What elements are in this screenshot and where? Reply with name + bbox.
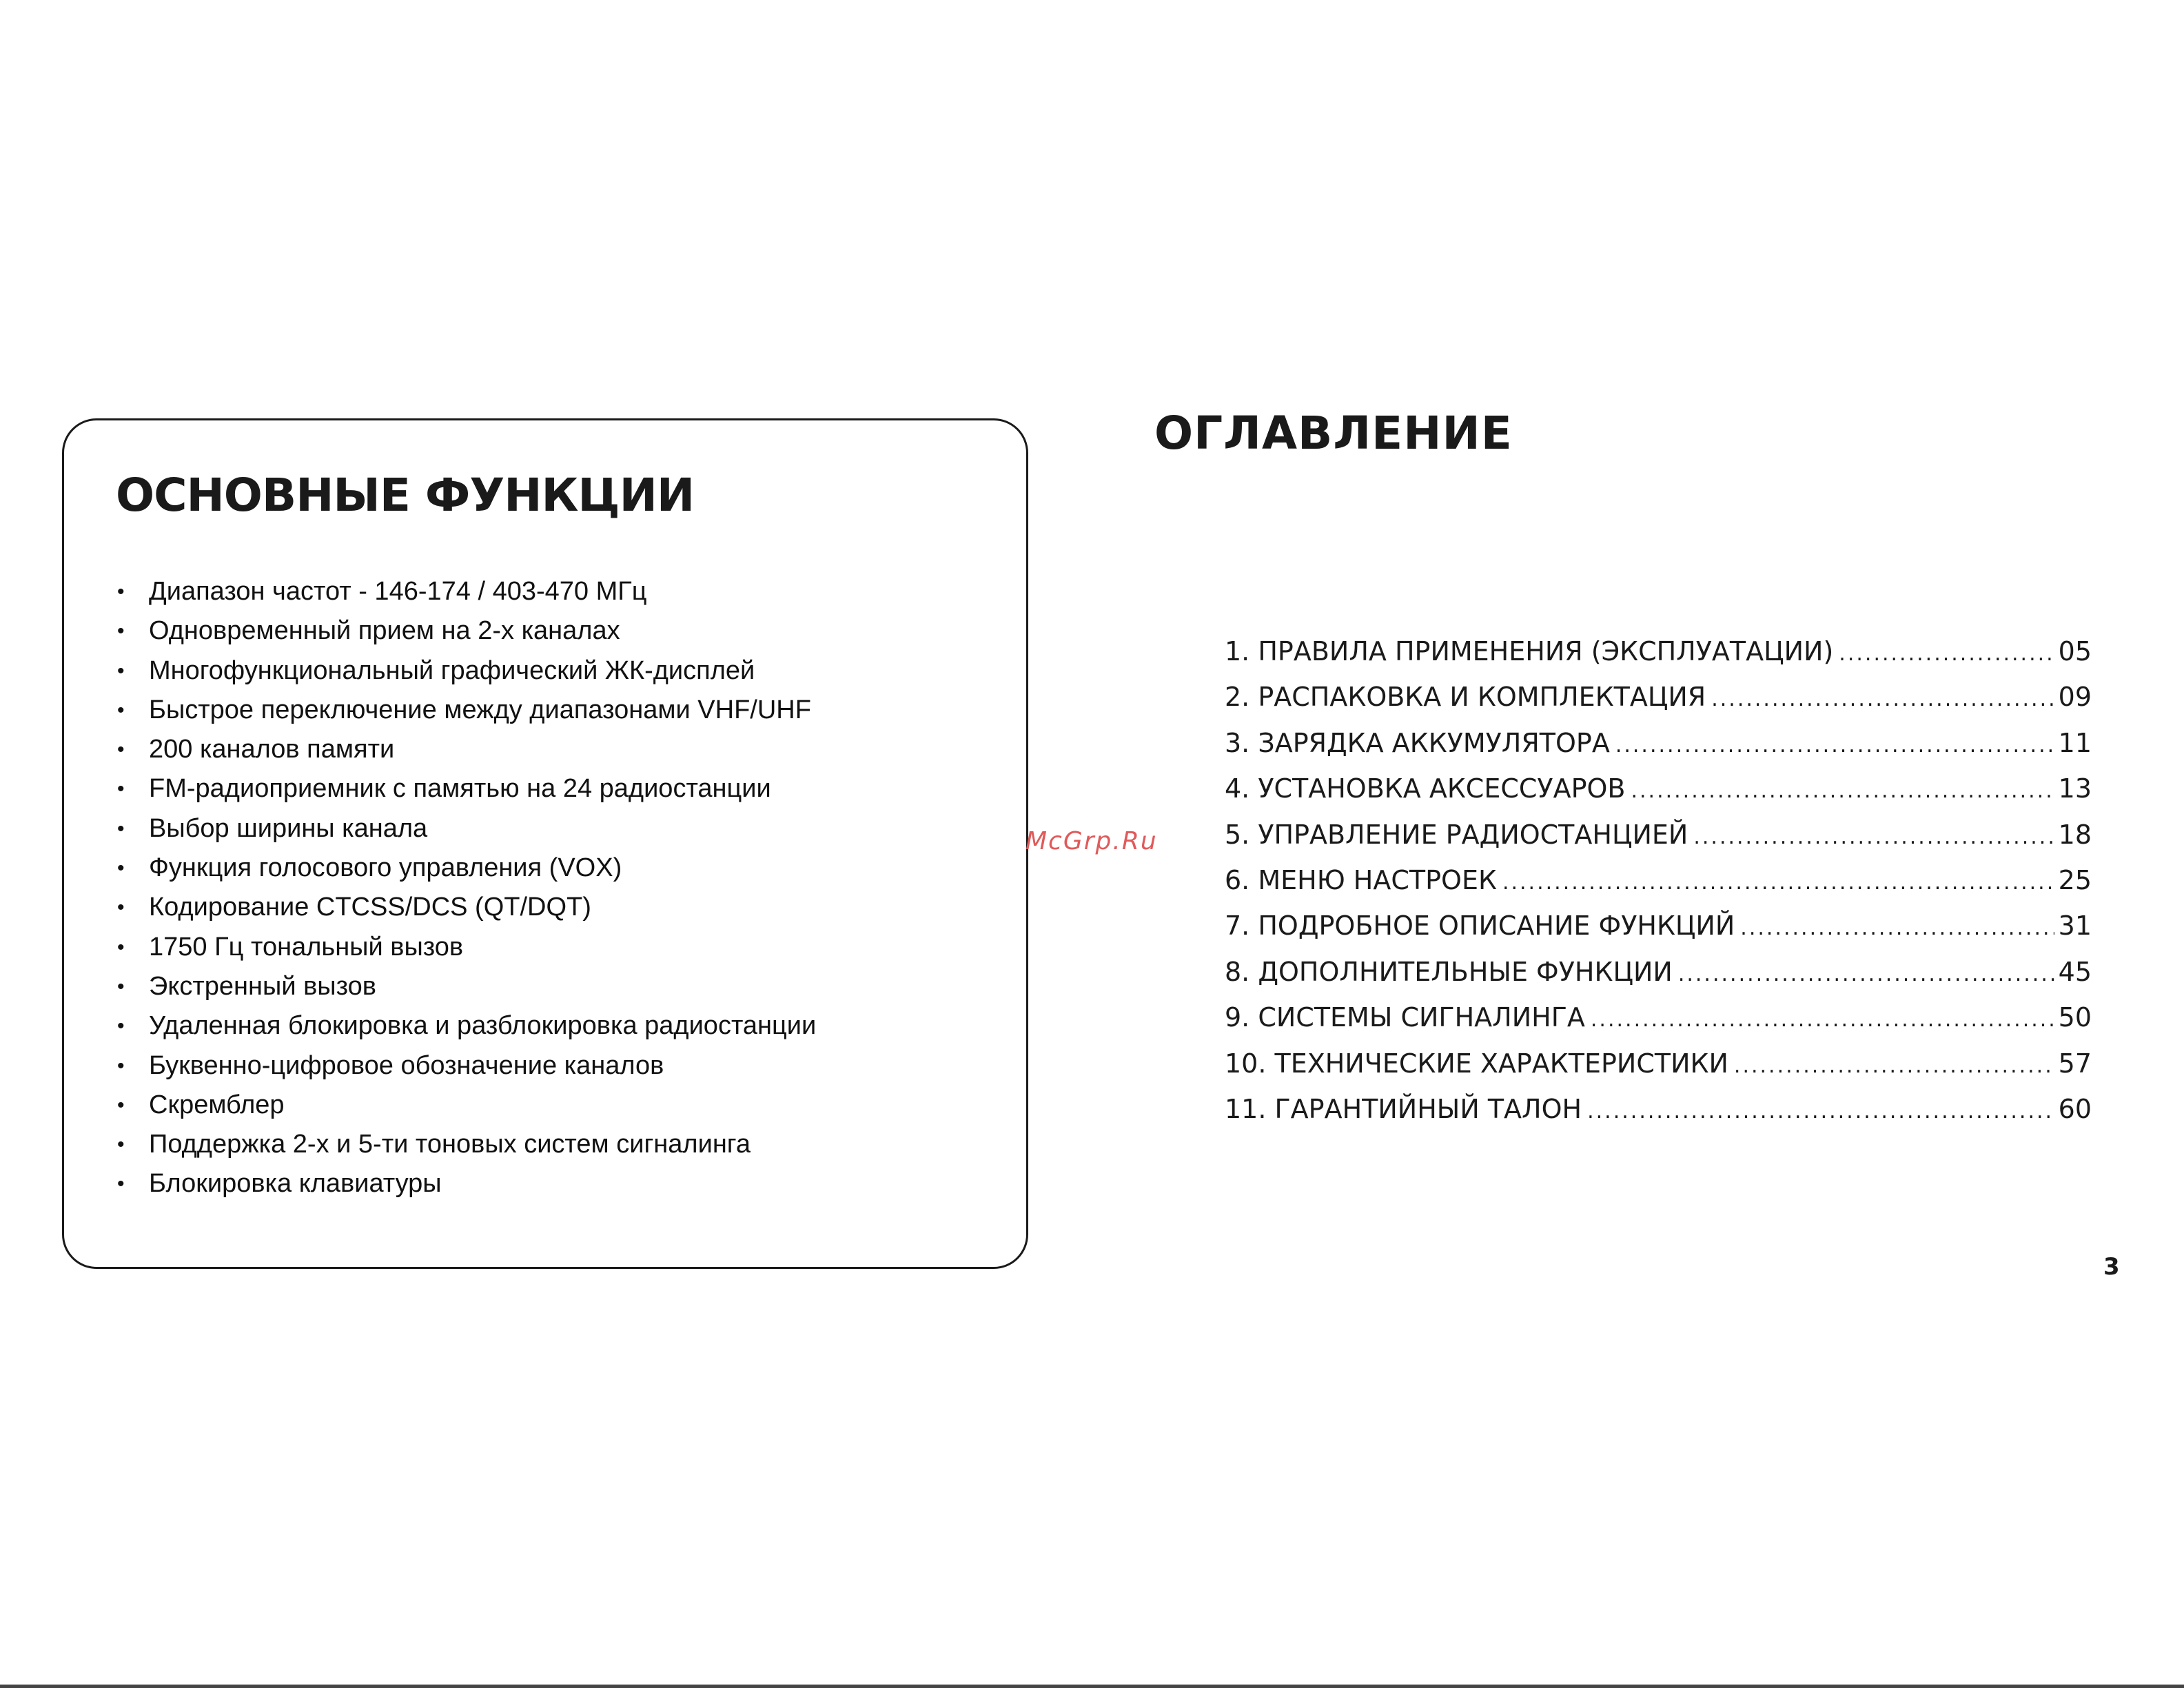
feature-text: Удаленная блокировка и разблокировка радиостанции <box>149 1011 817 1041</box>
feature-item <box>116 928 816 967</box>
bullet-icon: • <box>117 620 125 643</box>
toc-leader-dots <box>1631 769 2054 814</box>
toc-entry-page: 60 <box>2058 1093 2092 1124</box>
features-list <box>116 572 816 1204</box>
feature-text: Функция голосового управления (VOX) <box>149 853 622 883</box>
feature-item <box>116 809 816 848</box>
toc-entry-label: 9. СИСТЕМЫ СИГНАЛИНГА <box>1225 1002 1585 1033</box>
toc-entry-page: 45 <box>2058 956 2092 987</box>
feature-text: Диапазон частот - 146-174 / 403-470 МГц <box>149 577 647 606</box>
bullet-icon: • <box>117 896 125 919</box>
feature-text: Блокировка клавиатуры <box>149 1169 442 1199</box>
feature-item <box>116 1046 816 1086</box>
toc-leader-dots <box>1615 723 2054 769</box>
bullet-icon: • <box>117 1093 125 1117</box>
feature-text: Кодирование CTCSS/DCS (QT/DQT) <box>149 893 591 922</box>
toc-entry[interactable] <box>1225 812 2092 857</box>
toc-entry-label: 8. ДОПОЛНИТЕЛЬНЫЕ ФУНКЦИИ <box>1225 956 1673 987</box>
toc-entry-page: 18 <box>2058 819 2092 850</box>
bullet-icon: • <box>117 857 125 880</box>
bullet-icon: • <box>117 1133 125 1157</box>
toc-leader-dots <box>1502 860 2054 906</box>
feature-text: Экстренный вызов <box>149 971 376 1001</box>
bullet-icon: • <box>117 580 125 603</box>
bullet-icon: • <box>117 935 125 959</box>
page-number: 3 <box>2103 1253 2120 1281</box>
toc-entry-label: 4. УСТАНОВКА АКСЕССУАРОВ <box>1225 773 1626 804</box>
feature-text: Буквенно-цифровое обозначение каналов <box>149 1050 664 1080</box>
toc-entry[interactable] <box>1225 720 2092 766</box>
toc-entry-label: 6. МЕНЮ НАСТРОЕК <box>1225 864 1497 895</box>
feature-item <box>116 730 816 769</box>
bullet-icon: • <box>117 975 125 998</box>
features-title: ОСНОВНЫЕ ФУНКЦИИ <box>116 469 695 522</box>
feature-item <box>116 888 816 927</box>
toc-entry-label: 3. ЗАРЯДКА АККУМУЛЯТОРА <box>1225 727 1610 758</box>
feature-item <box>116 1006 816 1046</box>
bullet-icon: • <box>117 698 125 722</box>
toc-leader-dots <box>1740 906 2054 951</box>
toc-entry-page: 57 <box>2058 1048 2092 1079</box>
feature-item <box>116 1164 816 1203</box>
toc-entry-page: 31 <box>2058 911 2092 942</box>
toc-entry-page: 50 <box>2058 1002 2092 1033</box>
toc-leader-dots <box>1734 1044 2054 1089</box>
feature-item <box>116 1125 816 1164</box>
toc-entry-page: 09 <box>2058 682 2092 713</box>
feature-text: Быстрое переключение между диапазонами VHF/UHF <box>149 695 811 724</box>
toc-title: ОГЛАВЛЕНИЕ <box>1154 407 1513 460</box>
bullet-icon: • <box>117 659 125 682</box>
toc-leader-dots <box>1678 952 2054 997</box>
toc-entry-label: 5. УПРАВЛЕНИЕ РАДИОСТАНЦИЕЙ <box>1225 819 1688 850</box>
toc-entry[interactable] <box>1225 995 2092 1040</box>
bullet-icon: • <box>117 738 125 762</box>
toc-entry-label: 11. ГАРАНТИЙНЫЙ ТАЛОН <box>1225 1093 1582 1124</box>
toc-entry-page: 25 <box>2058 864 2092 895</box>
toc-entry[interactable] <box>1225 1041 2092 1086</box>
feature-item <box>116 651 816 691</box>
watermark: McGrp.Ru <box>1025 827 1158 855</box>
bullet-icon: • <box>117 1172 125 1196</box>
bullet-icon: • <box>117 1054 125 1077</box>
toc-leader-dots <box>1587 1089 2054 1135</box>
feature-text: 200 каналов памяти <box>149 735 395 764</box>
toc-entry[interactable] <box>1225 674 2092 720</box>
toc-entry[interactable] <box>1225 903 2092 948</box>
bullet-icon: • <box>117 1015 125 1038</box>
toc-entry[interactable] <box>1225 949 2092 995</box>
toc-leader-dots <box>1711 677 2054 722</box>
feature-text: Одновременный прием на 2-х каналах <box>149 616 620 646</box>
feature-text: FM-радиоприемник с памятью на 24 радиостанции <box>149 774 771 804</box>
feature-text: Многофункциональный графический ЖК-дисплей <box>149 655 755 685</box>
toc-entry-label: 2. РАСПАКОВКА И КОМПЛЕКТАЦИЯ <box>1225 682 1706 713</box>
feature-item <box>116 611 816 651</box>
toc-entry-label: 10. ТЕХНИЧЕСКИЕ ХАРАКТЕРИСТИКИ <box>1225 1048 1728 1079</box>
toc-entry-label: 1. ПРАВИЛА ПРИМЕНЕНИЯ (ЭКСПЛУАТАЦИИ) <box>1225 636 1834 667</box>
feature-item <box>116 967 816 1006</box>
toc-leader-dots <box>1591 997 2054 1043</box>
feature-text: Поддержка 2-х и 5-ти тоновых систем сигналинга <box>149 1130 751 1159</box>
bullet-icon: • <box>117 817 125 840</box>
feature-item <box>116 1086 816 1125</box>
toc-entry[interactable] <box>1225 1086 2092 1132</box>
feature-item <box>116 572 816 611</box>
bottom-divider <box>0 1685 2184 1688</box>
feature-item <box>116 848 816 888</box>
toc-entry-label: 7. ПОДРОБНОЕ ОПИСАНИЕ ФУНКЦИЙ <box>1225 911 1735 942</box>
toc-entry-page: 05 <box>2058 636 2092 667</box>
feature-item <box>116 769 816 809</box>
toc-entry[interactable] <box>1225 629 2092 674</box>
toc-entry[interactable] <box>1225 766 2092 811</box>
feature-text: Скремблер <box>149 1090 285 1119</box>
toc-leader-dots <box>1839 631 2054 677</box>
feature-text: 1750 Гц тональный вызов <box>149 932 464 962</box>
toc-leader-dots <box>1693 815 2054 860</box>
bullet-icon: • <box>117 777 125 801</box>
toc-list <box>1225 629 2092 1132</box>
toc-entry-page: 13 <box>2058 773 2092 804</box>
feature-text: Выбор ширины канала <box>149 813 428 843</box>
feature-item <box>116 691 816 730</box>
toc-entry-page: 11 <box>2058 727 2092 758</box>
toc-entry[interactable] <box>1225 857 2092 903</box>
